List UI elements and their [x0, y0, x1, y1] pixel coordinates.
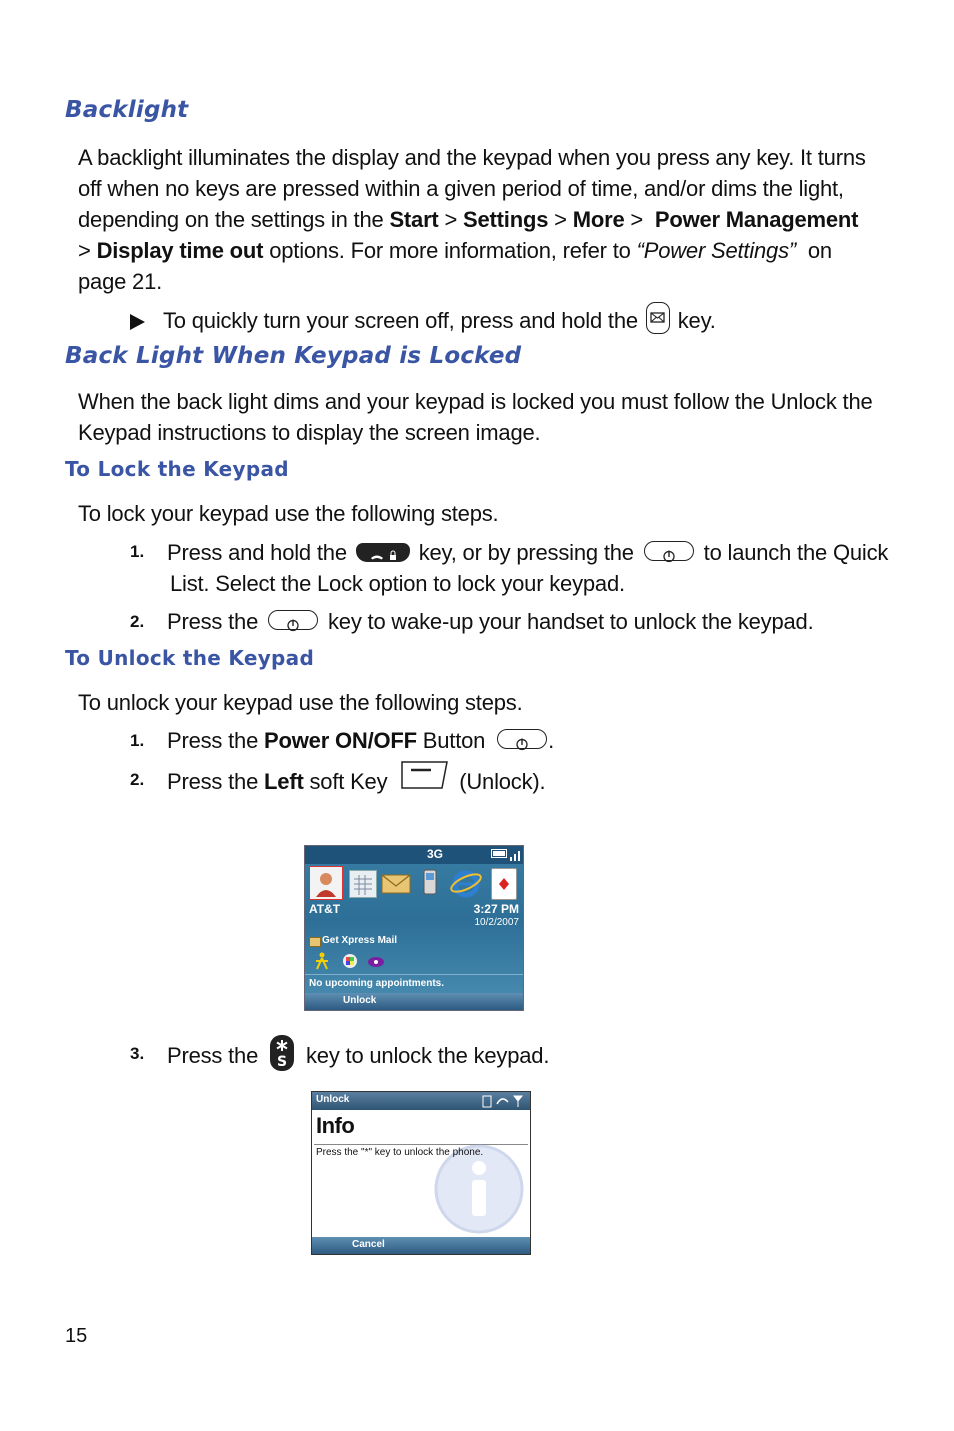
signal-icon: [509, 848, 521, 860]
cross-reference: “Power Settings”: [636, 238, 797, 263]
clock-time: 3:27 PM: [473, 902, 519, 916]
heading-backlight: Backlight: [65, 97, 189, 123]
text: >: [624, 207, 655, 232]
line: A backlight illuminates the display and the keypad when you press any key. It turns: [78, 145, 866, 170]
internet-explorer-icon: [449, 866, 483, 900]
menu-start: Start: [389, 207, 439, 232]
title-bar-label: Unlock: [316, 1094, 350, 1105]
aim-icon: [313, 952, 331, 970]
info-heading: Info: [316, 1113, 355, 1138]
text: (Unlock).: [459, 768, 546, 794]
text: options. For more information, refer to: [263, 238, 637, 263]
calendar-icon: [349, 870, 377, 898]
menu-power-management: Power Management: [654, 207, 859, 232]
heading-unlock-keypad: To Unlock the Keypad: [65, 646, 315, 670]
battery-icon: [491, 849, 507, 858]
unlock-step-3: [167, 1038, 549, 1076]
cancel-softkey[interactable]: Cancel: [352, 1239, 385, 1250]
text: Press the: [167, 1042, 259, 1068]
left-softkey-icon: [399, 760, 449, 798]
unlock-softkey[interactable]: Unlock: [343, 995, 377, 1006]
line: page 21.: [78, 269, 163, 294]
status-icons: [482, 1095, 526, 1108]
network-indicator: 3G: [427, 847, 444, 861]
yahoo-icon: [367, 956, 385, 968]
text: Press the: [167, 728, 265, 753]
heading-lock-keypad: To Lock the Keypad: [65, 457, 289, 481]
unlock-step-1: [167, 725, 554, 756]
text: soft Key: [303, 768, 388, 794]
step-number: 2.: [130, 770, 145, 789]
text: Press the: [167, 768, 265, 794]
windows-live-icon: [343, 954, 357, 968]
power-on-off-label: Power ON/OFF: [264, 728, 417, 753]
menu-more: More: [572, 207, 625, 232]
text: key, or by pressing the: [418, 540, 634, 565]
line: [78, 204, 878, 235]
text: >: [78, 238, 97, 263]
page-number: 15: [65, 1325, 88, 1347]
text: Button: [416, 728, 486, 753]
text: .: [548, 728, 555, 753]
contacts-icon: [309, 866, 343, 900]
menu-settings: Settings: [463, 207, 549, 232]
text: key to unlock the keypad.: [305, 1042, 550, 1068]
step-number: 1.: [130, 731, 145, 750]
text: Press the: [167, 609, 259, 634]
xpress-mail-icon: [309, 937, 321, 947]
text: to launch the Quick: [703, 540, 889, 565]
backlight-paragraph: [78, 142, 878, 297]
power-key-icon: [497, 729, 547, 749]
svg-text:S: S: [277, 1054, 288, 1070]
text: Press and hold the: [167, 540, 347, 565]
line: When the back light dims and your keypad is locked you must follow the Unlock the: [78, 389, 873, 414]
text: To quickly turn your screen off, press and hold the: [163, 308, 638, 333]
end-lock-key-icon: [356, 543, 410, 562]
menu-display-time-out: Display time out: [96, 238, 264, 263]
locked-paragraph: [78, 386, 878, 448]
appointments-text: No upcoming appointments.: [309, 978, 444, 989]
text: key.: [677, 308, 716, 333]
text: depending on the settings in the: [78, 207, 390, 232]
lock-intro: To lock your keypad use the following steps.: [78, 501, 499, 526]
text: on: [796, 238, 832, 263]
step-number: 3.: [130, 1044, 145, 1063]
unlock-step-2: [167, 764, 545, 802]
message-key-icon: [646, 302, 670, 334]
xpress-mail-label: Get Xpress Mail: [322, 935, 398, 946]
softkey-bar: [305, 993, 523, 1010]
clock-date: 10/2/2007: [474, 917, 519, 928]
step-number: 1.: [130, 542, 145, 561]
left-label: Left: [264, 768, 304, 794]
backlight-tip: [130, 305, 716, 338]
home-screen-screenshot: [304, 845, 524, 1011]
solitaire-icon: [491, 868, 517, 900]
step-number: 2.: [130, 612, 145, 631]
text: key to wake-up your handset to unlock the keypad.: [327, 609, 814, 634]
unlock-intro: To unlock your keypad use the following steps.: [78, 690, 523, 715]
divider: [305, 974, 523, 975]
star-key-icon: [266, 1034, 298, 1072]
bullet-arrow-icon: [130, 314, 145, 330]
heading-back-light-locked: Back Light When Keypad is Locked: [65, 343, 522, 369]
info-message: Press the "*" key to unlock the phone.: [316, 1147, 484, 1158]
power-key-icon: [268, 610, 318, 630]
line: [78, 235, 878, 266]
info-screen-screenshot: [311, 1091, 531, 1255]
text: >: [438, 207, 464, 232]
lock-step-2: [167, 606, 814, 637]
text: >: [548, 207, 573, 232]
power-key-icon: [644, 541, 694, 561]
line: Keypad instructions to display the screen image.: [78, 420, 541, 445]
phone-icon: [417, 868, 443, 898]
softkey-bar: [312, 1237, 530, 1254]
lock-step-1-cont: List. Select the Lock option to lock your keypad.: [170, 571, 625, 596]
line: off when no keys are pressed within a given period of time, and/or dims the light,: [78, 176, 844, 201]
carrier-name: AT&T: [309, 902, 341, 916]
mail-icon: [381, 872, 411, 894]
lock-step-1: [167, 537, 888, 568]
